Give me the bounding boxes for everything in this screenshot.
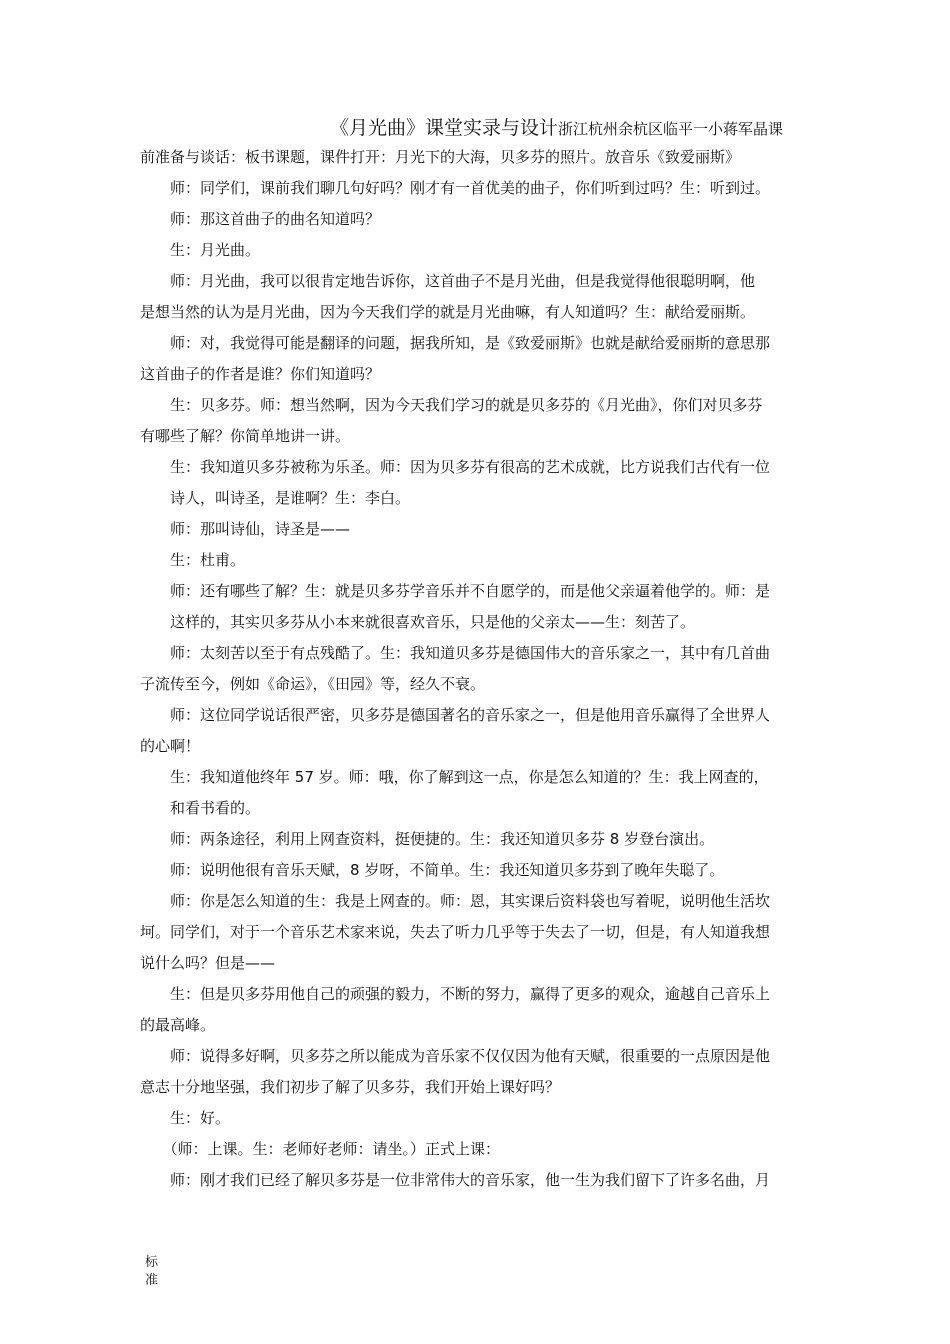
body-line: 是想当然的认为是月光曲，因为今天我们学的就是月光曲嘛，有人知道吗？生：献给爱丽斯。 [140,303,756,321]
body-line: 师：两条途径，利用上网查资料，挺便捷的。生：我还知道贝多芬 8 岁登台演出。 [140,830,715,848]
body-line: 的心啊！ [140,737,201,755]
body-line: 有哪些了解？你简单地讲一讲。 [140,427,351,445]
body-line: 这样的，其实贝多芬从小本来就很喜欢音乐，只是他的父亲太——生：刻苦了。 [140,613,696,631]
body-line: 子流传至今，例如《命运》，《田园》等，经久不衰。 [140,675,486,693]
body-line: 的最高峰。 [140,1016,216,1034]
body-line: 意志十分地坚强，我们初步了解了贝多芬，我们开始上课好吗？ [140,1078,561,1096]
body-line: 师：刚才我们已经了解贝多芬是一位非常伟大的音乐家，他一生为我们留下了许多名曲，月 [140,1171,771,1189]
body-line: 这首曲子的作者是谁？你们知道吗？ [140,365,381,383]
body-line: 师：那这首曲子的曲名知道吗？ [140,210,381,228]
body-line: 师：月光曲，我可以很肯定地告诉你，这首曲子不是月光曲，但是我觉得他很聪明啊，他 [140,272,756,290]
body-line: 师：还有哪些了解？生：就是贝多芬学音乐并不自愿学的，而是他父亲逼着他学的。师：是 [140,582,771,600]
document-title: 《月光曲》课堂实录与设计 [330,117,559,139]
body-line: 说什么吗？但是—— [140,954,276,972]
document-author-line: 浙江杭州余杭区临平一小蒋军晶课 [558,120,784,138]
body-line: 生：但是贝多芬用他自己的顽强的毅力，不断的努力，赢得了更多的观众，逾越自己音乐上 [140,985,771,1003]
body-line: 生：月光曲。 [140,241,261,259]
document-title-line [330,114,783,143]
body-line: 生：我知道贝多芬被称为乐圣。师：因为贝多芬有很高的艺术成就，比方说我们古代有一位 [140,458,771,476]
body-line: 生：贝多芬。师：想当然啊，因为今天我们学习的就是贝多芬的《月光曲》，你们对贝多芬 [140,396,763,414]
body-line: 师：说得多好啊，贝多芬之所以能成为音乐家不仅仅因为他有天赋，很重要的一点原因是他 [140,1047,771,1065]
body-line: 师：你是怎么知道的生：我是上网查的。师：恩，其实课后资料袋也写着呢，说明他生活坎 [140,892,771,910]
body-line: 生：好。 [140,1109,231,1127]
body-line: 师：太刻苦以至于有点残酷了。生：我知道贝多芬是德国伟大的音乐家之一，其中有几首曲 [140,644,771,662]
body-line: 前准备与谈话：板书课题，课件打开：月光下的大海，贝多芬的照片。放音乐《致爱丽斯》 [140,148,741,166]
body-line: 师：那叫诗仙，诗圣是—— [140,520,351,538]
body-line: 生：杜甫。 [140,551,246,569]
body-line: 师：同学们，课前我们聊几句好吗？刚才有一首优美的曲子，你们听到过吗？生：听到过。 [140,179,771,197]
body-line: 师：这位同学说话很严密，贝多芬是德国著名的音乐家之一，但是他用音乐赢得了全世界人 [140,706,771,724]
body-line: 坷。同学们，对于一个音乐艺术家来说，失去了听力几乎等于失去了一切，但是，有人知道我想 [140,923,771,941]
body-line: 师：说明他很有音乐天赋，8 岁呀，不简单。生：我还知道贝多芬到了晚年失聪了。 [140,861,725,879]
body-line: 师：对，我觉得可能是翻译的问题，据我所知，是《致爱丽斯》也就是献给爱丽斯的意思那 [140,334,771,352]
body-line: 诗人，叫诗圣，是谁啊？生：李白。 [140,489,411,507]
body-line: 生：我知道他终年 57 岁。师：哦，你了解到这一点，你是怎么知道的？生：我上网查的， [140,768,769,786]
body-line: （师：上课。生：老师好老师：请坐。）正式上课： [140,1140,501,1158]
page-footer-label: 标准 [145,1255,159,1288]
body-line: 和看书看的。 [140,799,261,817]
document-body [140,142,820,1196]
